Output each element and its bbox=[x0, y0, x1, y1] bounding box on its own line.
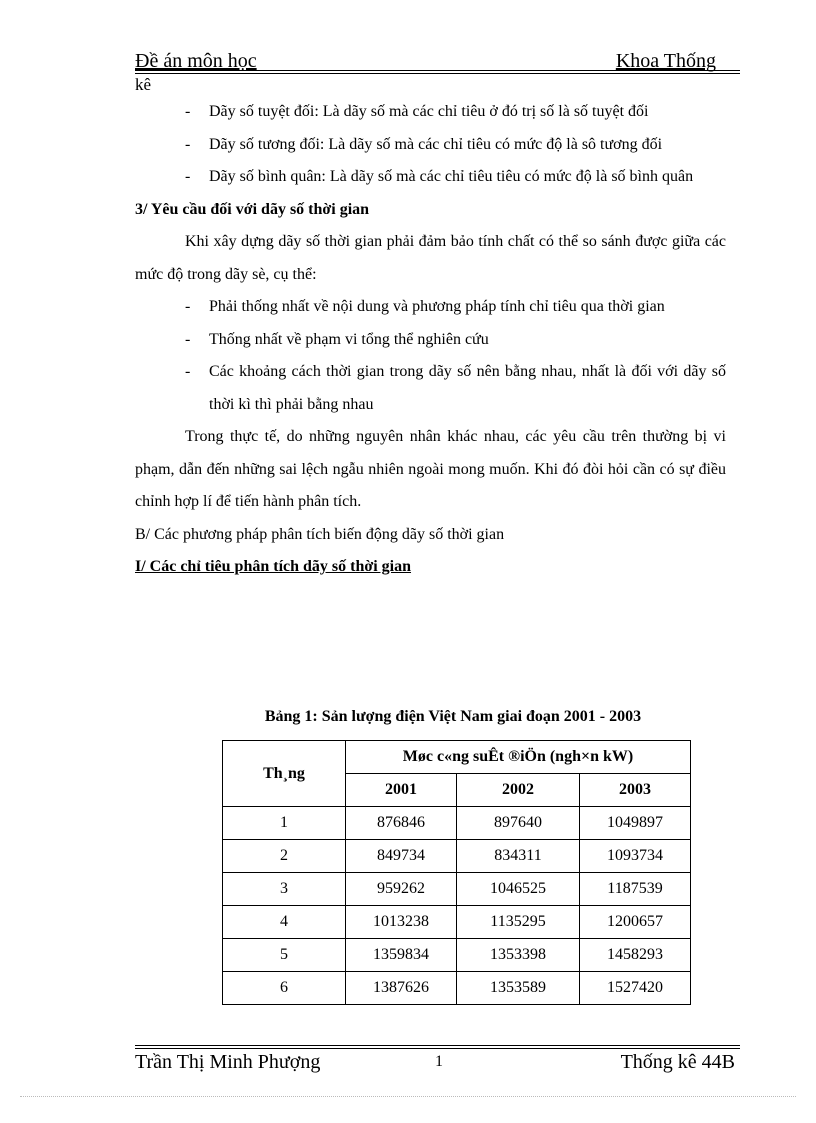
value-cell: 1527420 bbox=[580, 972, 691, 1005]
table-row bbox=[223, 906, 691, 939]
footer-rule-double bbox=[135, 1048, 740, 1049]
paragraph: Khi xây dựng dãy số thời gian phải đảm bảo tính chất có thể so sánh được giữa các mức độ trong dãy sè, cụ thể: bbox=[135, 233, 726, 283]
list-item-text: Các khoảng cách thời gian trong dãy số nên bằng nhau, nhất là đối với dãy số thời kì thì phải bằng nhau bbox=[209, 363, 726, 413]
power-output-table bbox=[222, 740, 691, 1005]
table-row bbox=[223, 939, 691, 972]
bullet-dash: - bbox=[185, 103, 191, 120]
list-item bbox=[135, 356, 726, 421]
year-header: 2001 bbox=[346, 774, 457, 807]
month-cell: 2 bbox=[223, 840, 346, 873]
value-cell: 834311 bbox=[457, 840, 580, 873]
list-item-text: Dãy số tuyệt đối: Là dãy số mà các chỉ tiêu ở đó trị số là số tuyệt đối bbox=[209, 103, 649, 120]
month-cell: 5 bbox=[223, 939, 346, 972]
footer-author: Trần Thị Minh Phượng bbox=[135, 1051, 321, 1073]
section-heading-b: B/ Các phương pháp phân tích biến động dãy số thời gian bbox=[135, 525, 505, 543]
document-body bbox=[135, 96, 726, 584]
list-item bbox=[135, 161, 726, 194]
header-rule-double bbox=[135, 73, 740, 74]
month-column-header: Th¸ng bbox=[223, 741, 346, 807]
value-cell: 1200657 bbox=[580, 906, 691, 939]
month-cell: 3 bbox=[223, 873, 346, 906]
group-column-header: Møc c«ng suÊt ®iÖn (ngh×n kW) bbox=[346, 741, 691, 774]
value-cell: 849734 bbox=[346, 840, 457, 873]
section-heading-i: I/ Các chỉ tiêu phân tích dãy số thời gian bbox=[135, 558, 412, 575]
month-cell: 6 bbox=[223, 972, 346, 1005]
header-faculty: Khoa Thống bbox=[615, 50, 716, 72]
list-item bbox=[135, 291, 726, 324]
list-item-text: Dãy số bình quân: Là dãy số mà các chỉ tiêu tiêu có mức độ là số bình quân bbox=[209, 168, 694, 185]
table-row bbox=[223, 873, 691, 906]
value-cell: 1093734 bbox=[580, 840, 691, 873]
list-item-text: Phải thống nhất về nội dung và phương pháp tính chỉ tiêu qua thời gian bbox=[209, 298, 665, 315]
table-title: Bảng 1: Sản lượng điện Việt Nam giai đoạn 2001 - 2003 bbox=[264, 708, 642, 725]
value-cell: 897640 bbox=[457, 807, 580, 840]
list-item bbox=[135, 324, 726, 357]
paragraph: Trong thực tế, do những nguyên nhân khác nhau, các yêu cầu trên thường bị vi phạm, dẫn đến những sai lệch ngẫu nhiên ngoài mong muốn. Khi đó đòi hỏi cần có sự điều chỉnh hợp lí để tiến hành phân tích. bbox=[135, 428, 726, 510]
bullet-dash: - bbox=[185, 135, 191, 153]
value-cell: 876846 bbox=[346, 807, 457, 840]
value-cell: 1387626 bbox=[346, 972, 457, 1005]
month-cell: 4 bbox=[223, 906, 346, 939]
value-cell: 1353589 bbox=[457, 972, 580, 1005]
value-cell: 1359834 bbox=[346, 939, 457, 972]
table-row bbox=[223, 807, 691, 840]
value-cell: 1046525 bbox=[457, 873, 580, 906]
page-number: 1 bbox=[435, 1053, 443, 1070]
value-cell: 1013238 bbox=[346, 906, 457, 939]
list-item bbox=[135, 96, 726, 129]
table-row bbox=[223, 840, 691, 873]
year-header: 2003 bbox=[580, 774, 691, 807]
header-course-title: Đề án môn học bbox=[135, 50, 257, 72]
value-cell: 1049897 bbox=[580, 807, 691, 840]
page-header bbox=[135, 50, 740, 72]
month-cell: 1 bbox=[223, 807, 346, 840]
page-edge-divider bbox=[20, 1096, 796, 1097]
year-header: 2002 bbox=[457, 774, 580, 807]
footer-class: Thống kê 44B bbox=[620, 1051, 735, 1073]
value-cell: 1458293 bbox=[580, 939, 691, 972]
value-cell: 959262 bbox=[346, 873, 457, 906]
value-cell: 1135295 bbox=[457, 906, 580, 939]
list-item-text: Thống nhất về phạm vi tổng thể nghiên cứu bbox=[209, 330, 489, 348]
footer-rule bbox=[135, 1045, 740, 1046]
bullet-dash: - bbox=[185, 363, 191, 380]
header-faculty-continuation: kê bbox=[135, 75, 152, 94]
value-cell: 1187539 bbox=[580, 873, 691, 906]
table-row bbox=[223, 972, 691, 1005]
bullet-dash: - bbox=[185, 298, 191, 315]
bullet-dash: - bbox=[185, 330, 191, 348]
section-heading-3: 3/ Yêu cầu đối với dãy số thời gian bbox=[135, 200, 370, 218]
list-item-text: Dãy số tương đối: Là dãy số mà các chỉ tiêu có mức độ là sô tương đối bbox=[209, 135, 663, 153]
bullet-dash: - bbox=[185, 168, 191, 185]
table-header-row bbox=[223, 741, 691, 774]
header-rule bbox=[135, 70, 740, 71]
list-item bbox=[135, 129, 726, 162]
page-footer bbox=[135, 1045, 740, 1075]
value-cell: 1353398 bbox=[457, 939, 580, 972]
